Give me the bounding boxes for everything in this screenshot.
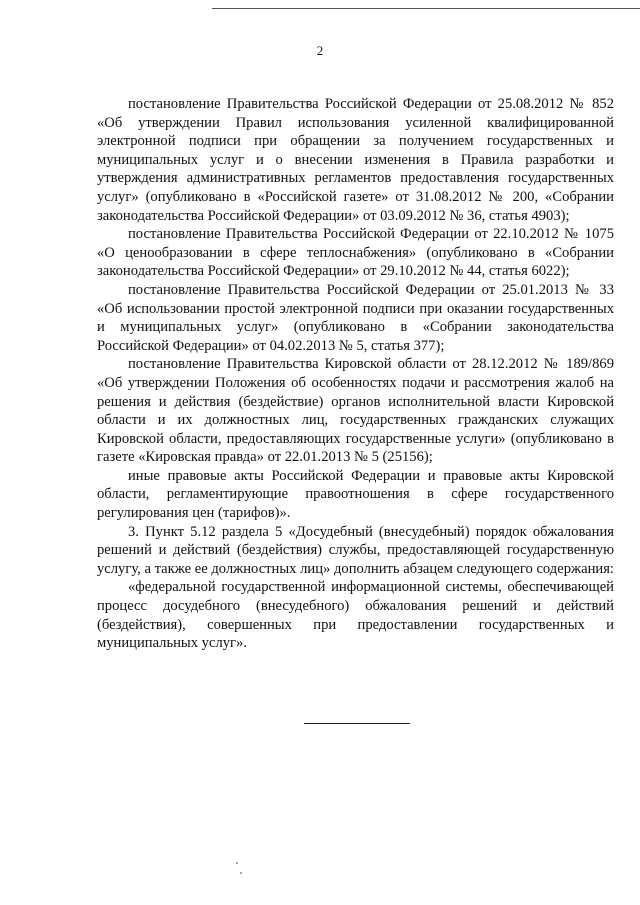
scan-speck (240, 872, 242, 874)
document-body (97, 95, 614, 653)
scan-speck (236, 862, 238, 864)
paragraph-decree-33: постановление Правительства Российской Федерации от 25.01.2013 № 33 «Об использовании простой электронной подписи при оказании государственных и муниципальных услуг» (опубликовано в «Собрании законодательства Российской Федерации» от 04.02.2013 № 5, статья 377); (97, 281, 614, 354)
scan-edge-line (212, 8, 640, 9)
paragraph-other-acts: иные правовые акты Российской Федерации и правовые акты Кировской области, регламентирующие правоотношения в сфере государственного регулирования цен (тарифов)». (97, 467, 614, 522)
paragraph-item-3: 3. Пункт 5.12 раздела 5 «Досудебный (внесудебный) порядок обжалования решений и действий (бездействия) службы, предоставляющей государственную услугу, а также ее должностных лиц» дополнить абзацем следующего содержания: (97, 523, 614, 577)
paragraph-decree-852: постановление Правительства Российской Федерации от 25.08.2012 № 852 «Об утверждении Правил использования усиленной квалифицированной электронной подписи при обращении за получением государственных и муниципальных услуг и о внесении изменения в Правила разработки и утверждения административных регламентов предоставления государственных услуг» (опубликовано в «Российской газете» от 31.08.2012 № 200, «Собрании законодательства Российской Федерации» от 03.09.2012 № 36, статья 4903); (97, 96, 614, 224)
page-number: 2 (316, 43, 324, 58)
paragraph-decree-1075: постановление Правительства Российской Федерации от 22.10.2012 № 1075 «О ценообразовании в сфере теплоснабжения» (опубликовано в «Собрании законодательства Российской Федерации» от 29.10.2012 № 44, статья 6022); (97, 226, 614, 280)
end-of-text-rule (304, 723, 410, 724)
paragraph-decree-189-869: постановление Правительства Кировской области от 28.12.2012 № 189/869 «Об утверждении Положения об особенностях подачи и рассмотрения жалоб на решения и действия (бездействие) органов исполнительной власти Кировской области и их должностных лиц, государственных гражданских служащих Кировской области, предоставляющих государственные услуги» (опубликовано в газете «Кировская правда» от 22.01.2013 № 5 (25156); (97, 356, 614, 466)
paragraph-addition-text: «федеральной государственной информационной системы, обеспечивающей процесс досудебного (внесудебного) обжалования решений и действий (бездействия), совершенных при предоставлении государственных и муниципальных услуг». (97, 579, 614, 652)
